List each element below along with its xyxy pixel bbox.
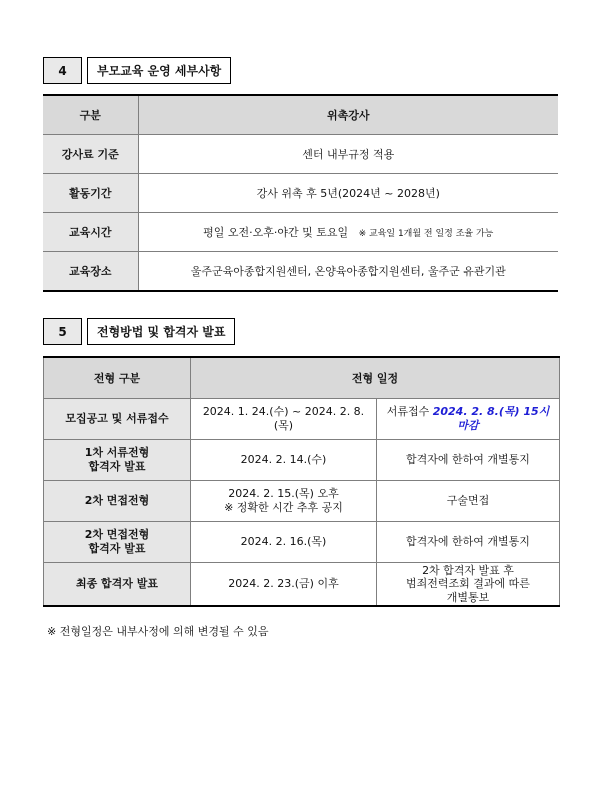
table-row [44,440,560,481]
row-date: 2024. 2. 16.(목) [191,522,377,563]
table-row [44,399,560,440]
row-detail: 합격자에 한하여 개별통지 [377,522,560,563]
detail-line: 개별통보 [446,590,490,604]
row-label: 최종 합격자 발표 [44,563,191,607]
row-label: 2차 면접전형 [44,481,191,522]
table-row [44,563,560,607]
section-5-title: 전형방법 및 합격자 발표 [87,318,235,345]
section-4-number: 4 [43,57,82,84]
table-row [43,174,558,213]
header-selection-type: 전형 구분 [44,357,191,399]
table-row [43,252,558,292]
selection-schedule-table [43,356,560,607]
header-schedule: 전형 일정 [191,357,560,399]
label-line: 합격자 발표 [88,460,146,473]
row-label: 활동기간 [43,174,138,213]
row-value-cell [138,213,558,252]
row-value: 평일 오전·오후·야간 및 토요일 [203,226,349,239]
section-5-heading [43,318,235,345]
row-value: 강사 위촉 후 5년(2024년 ~ 2028년) [138,174,558,213]
section-5-number: 5 [43,318,82,345]
section-4-title: 부모교육 운영 세부사항 [87,57,231,84]
table-row [44,522,560,563]
header-category: 구분 [43,95,138,135]
schedule-footnote: ※ 전형일정은 내부사정에 의해 변경될 수 있음 [47,625,269,638]
table-row [44,481,560,522]
label-line: 1차 서류전형 [84,446,150,460]
row-label: 강사료 기준 [43,135,138,174]
table-header-row [44,357,560,399]
parent-education-table [43,94,558,292]
row-date: 2024. 1. 24.(수) ~ 2024. 2. 8.(목) [191,399,377,440]
date-note: ※ 정확한 시간 추후 공지 [224,501,343,514]
header-instructor: 위촉강사 [138,95,558,135]
row-date: 2024. 2. 23.(금) 이후 [191,563,377,607]
label-line: 합격자 발표 [88,542,146,555]
row-label: 교육장소 [43,252,138,292]
row-label [44,440,191,481]
date-line: 2024. 2. 15.(목) 오후 [228,487,339,501]
row-detail [377,399,560,440]
label-line: 2차 면접전형 [84,528,150,542]
deadline-highlight: 2024. 2. 8.(목) 15시 마감 [432,405,550,432]
row-label: 모집공고 및 서류접수 [44,399,191,440]
row-label: 교육시간 [43,213,138,252]
row-value: 울주군육아종합지원센터, 온양육아종합지원센터, 울주군 유관기관 [138,252,558,292]
table-row [43,213,558,252]
row-label [44,522,191,563]
row-date: 2024. 2. 14.(수) [191,440,377,481]
row-date [191,481,377,522]
row-detail [377,563,560,607]
detail-line: 2차 합격자 발표 후 [422,564,514,578]
detail-prefix: 서류접수 [386,405,430,419]
section-4-heading [43,57,231,84]
detail-line: 범죄전력조회 결과에 따른 [406,577,530,591]
row-note: ※ 교육일 1개월 전 일정 조율 가능 [358,229,494,239]
row-detail: 합격자에 한하여 개별통지 [377,440,560,481]
table-header-row [43,95,558,135]
table-row [43,135,558,174]
row-detail: 구술면접 [377,481,560,522]
row-value: 센터 내부규정 적용 [138,135,558,174]
